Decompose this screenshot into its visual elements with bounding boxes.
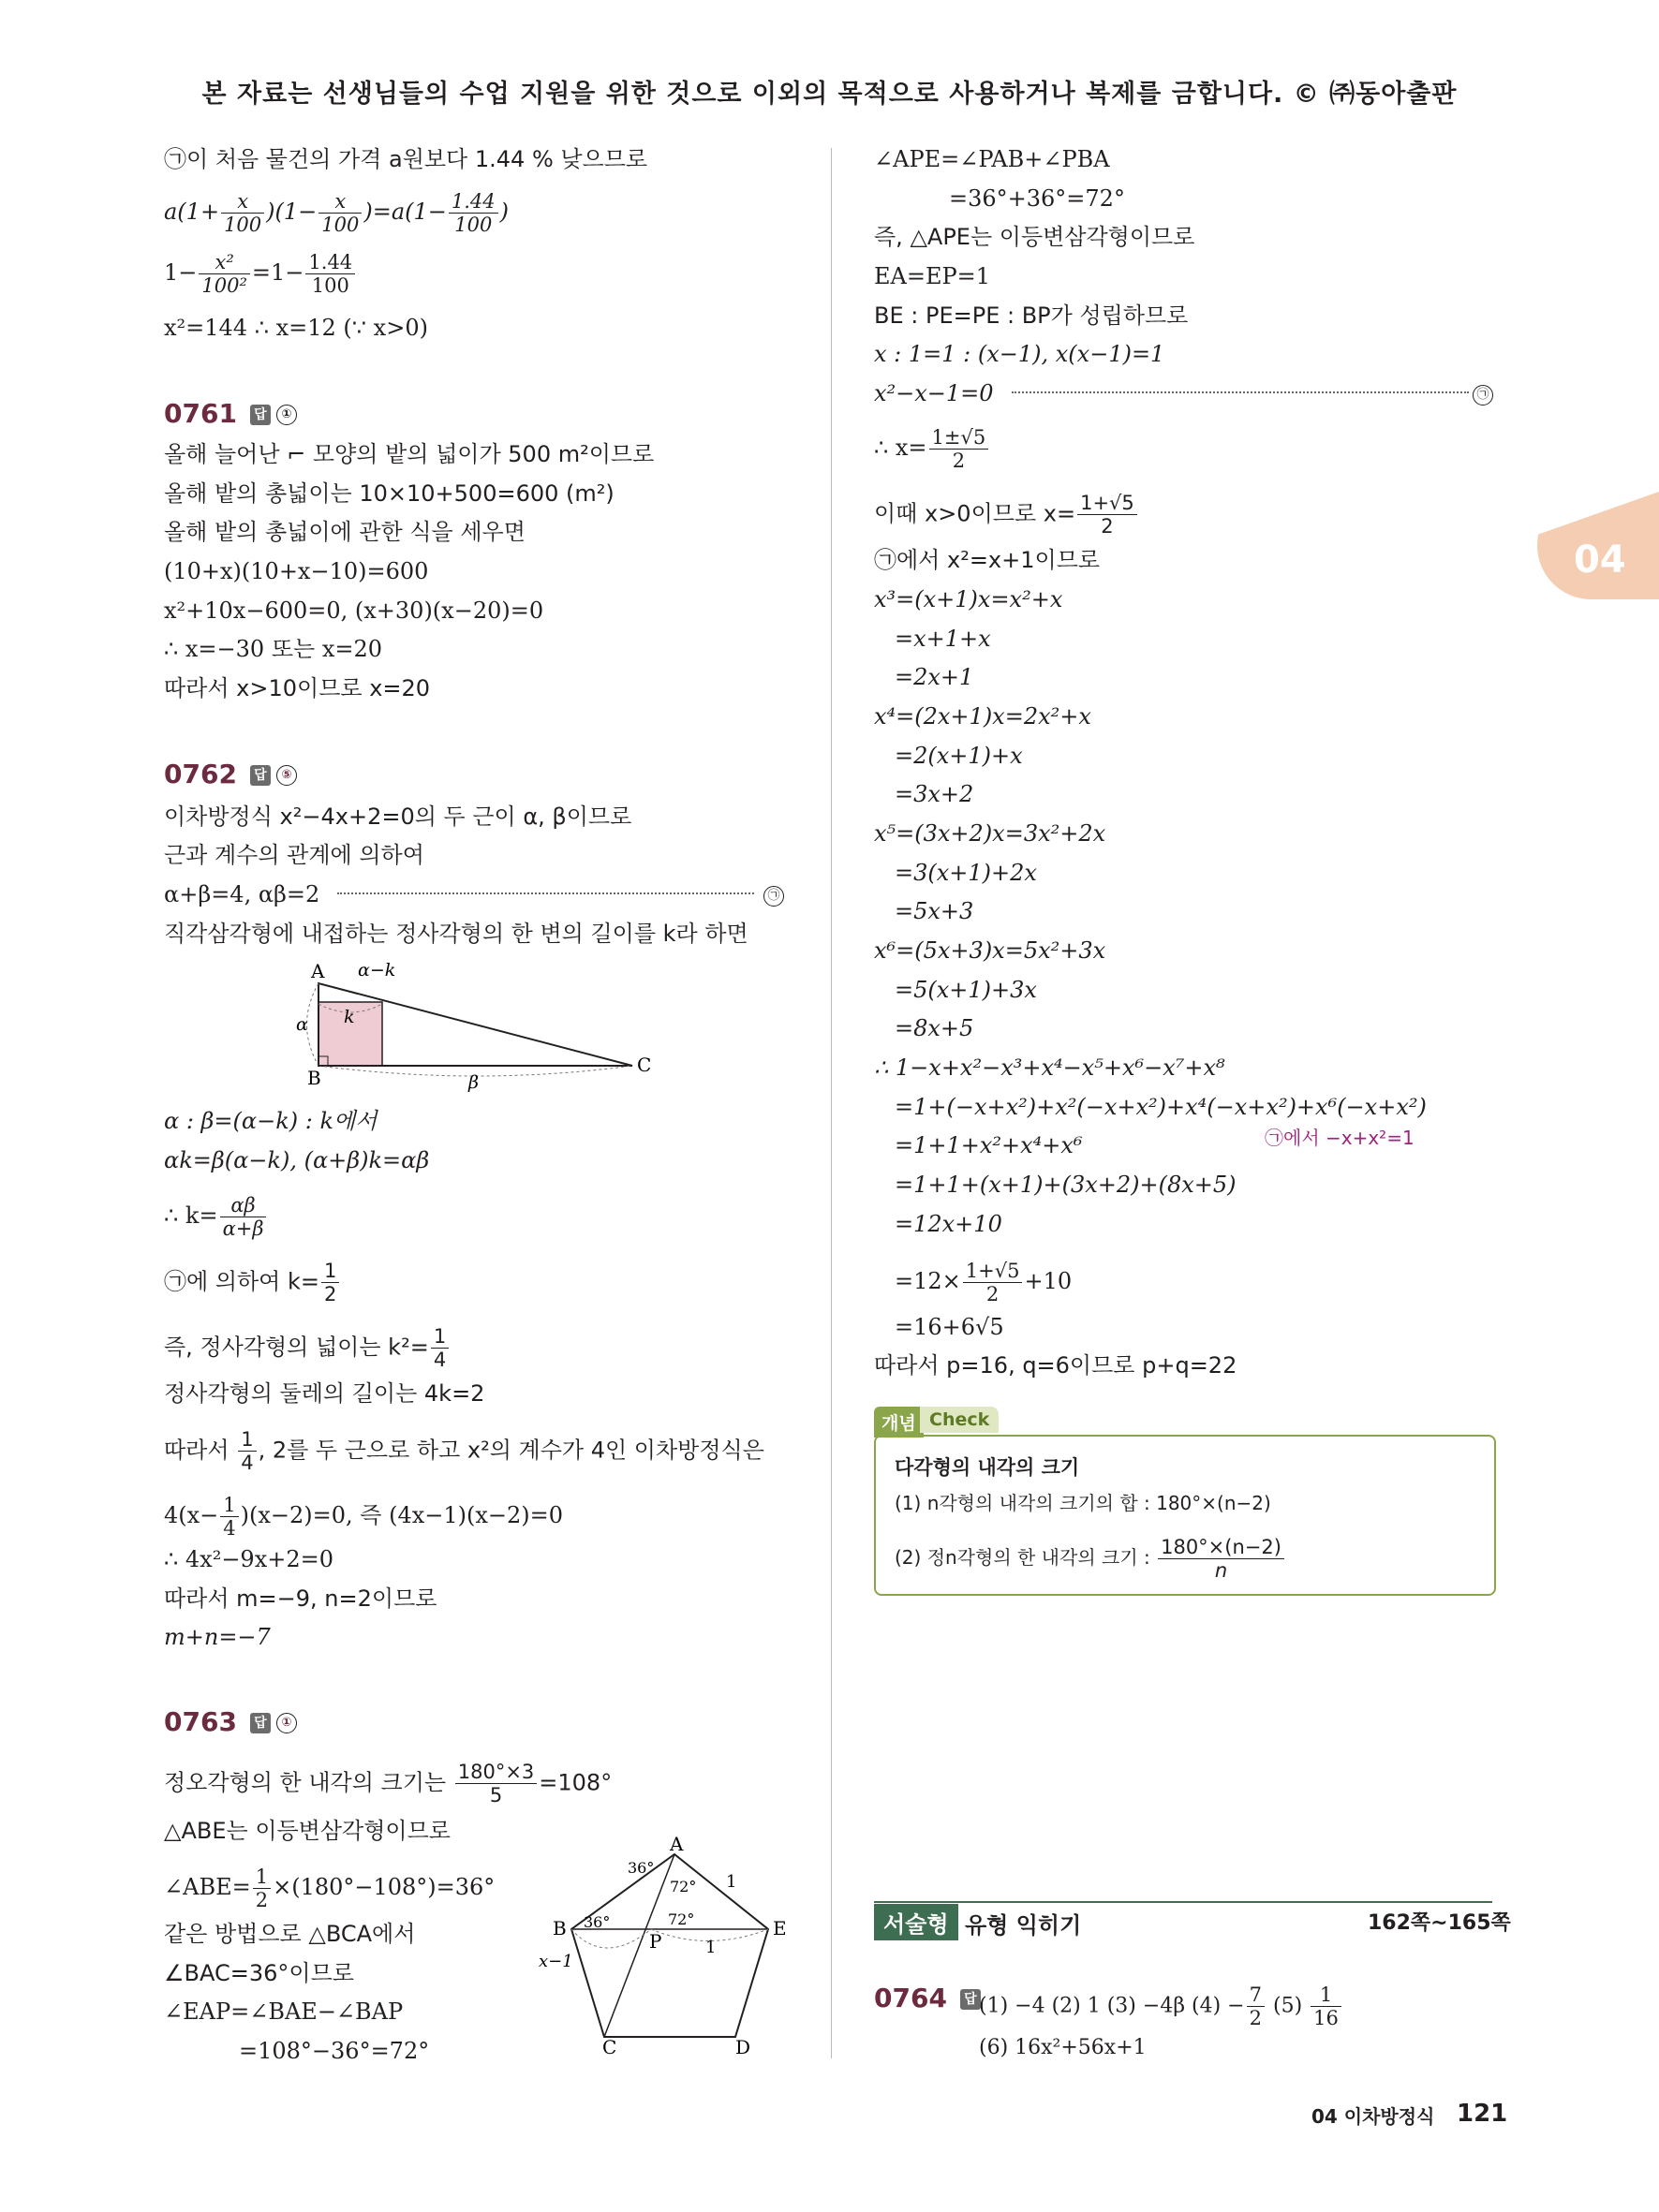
sol-0762-11: 따라서 $\frac{1}{4}$ , 2를 두 근으로 하고 x²의 계수가 4인 이차방정식은 <box>164 1428 764 1474</box>
calc-line: =5x+3 <box>895 898 974 924</box>
label-A: A <box>670 1836 684 1855</box>
label-beta: β <box>468 1072 479 1093</box>
answer-0764-line1: (1) −4 (2) 1 (3) −4β (4) − $\frac{7}{2}$ (5) $\frac{1}{16}$ <box>979 1983 1343 2029</box>
left-eq-2: a(1+ $\frac{x}{100}$ )(1− $\frac{x}{100}$ )=a(1− $\frac{1.44}{100}$ ) <box>164 190 510 236</box>
dotted-leader <box>337 892 754 894</box>
calc-line: =2(x+1)+x <box>895 743 1023 769</box>
left-eq-3: 1− $\frac{\text{x²}}{\text{100²}}$ =1− $\frac{1.44}{100}$ <box>164 251 357 297</box>
ref-mark: ㉠ <box>1473 379 1493 407</box>
left-line-1: ㉠이 처음 물건의 가격 a원보다 1.44 % 낮으므로 <box>164 146 648 172</box>
calc-line: =16+6√5 <box>895 1314 1004 1340</box>
problem-0761: 0761 답 ① <box>164 398 297 429</box>
banner-essay: 서술형 <box>874 1904 958 1940</box>
sol-0762-10: 정사각형의 둘레의 길이는 4k=2 <box>164 1380 485 1407</box>
problem-0763: 0763 답 ① <box>164 1706 297 1737</box>
answer-0764-line2: (6) 16x²+56x+1 <box>979 2036 1147 2059</box>
footer-chapter: 04 이차방정식 <box>1311 2105 1435 2128</box>
right-line-7: x²−x−1=0 <box>874 380 994 406</box>
answer-badge: 답 <box>250 765 271 786</box>
problem-0762: 0762 답 ⑤ <box>164 759 297 789</box>
banner-pages: 162쪽~165쪽 <box>1368 1911 1511 1935</box>
dotted-leader <box>1012 391 1469 393</box>
sol-0762-5: α : β=(α−k) : k에서 <box>164 1108 378 1134</box>
check-tag-check: Check <box>920 1407 999 1433</box>
sol-0763-2: △ABE는 이등변삼각형이므로 <box>164 1818 451 1844</box>
sol-0761-7: 따라서 x>10이므로 x=20 <box>164 675 431 701</box>
sol-0763-5: ∠BAC=36°이므로 <box>164 1960 354 1986</box>
right-line-6: x : 1=1 : (x−1), x(x−1)=1 <box>874 341 1165 367</box>
calc-line: x⁴=(2x+1)x=2x²+x <box>874 703 1091 730</box>
calc-line: =8x+5 <box>895 1015 974 1041</box>
sol-0762-6: αk=β(α−k), (α+β)k=αβ <box>164 1147 430 1173</box>
sol-0762-9: 즉, 정사각형의 넓이는 k²= $\frac{1}{4}$ <box>164 1325 451 1371</box>
angle-36-left: 36° <box>584 1913 611 1931</box>
right-triangle-figure <box>290 955 665 1096</box>
copyright-header: 본 자료는 선생님들의 수업 지원을 위한 것으로 이외의 목적으로 사용하거나 복제를 금합니다. © ㈜동아출판 <box>201 80 1458 109</box>
margin-note: ㉠에서 −x+x²=1 <box>1265 1127 1415 1149</box>
calc-line: ∴ 1−x+x²−x³+x⁴−x⁵+x⁶−x⁷+x⁸ <box>874 1054 1225 1081</box>
label-k: k <box>344 1007 355 1027</box>
calc-line: =12× $\frac{1+√5}{2}$ +10 <box>895 1260 1073 1305</box>
problem-0764: 0764 답 <box>874 1983 986 2013</box>
label-C: C <box>637 1054 652 1076</box>
label-E: E <box>773 1917 787 1939</box>
sol-0762-4: 직각삼각형에 내접하는 정사각형의 한 변의 길이를 k라 하면 <box>164 921 748 947</box>
label-one-ae: 1 <box>726 1872 737 1892</box>
sol-0763-3: ∠ABE= $\frac{1}{2}$ ×(180°−108°)=36° <box>164 1865 496 1911</box>
label-one-pe: 1 <box>705 1938 717 1957</box>
sol-0762-3: α+β=4, αβ=2 <box>164 881 320 907</box>
sol-0762-7: ∴ k= $\frac{\alpha\beta}{\alpha+\beta}$ <box>164 1194 268 1240</box>
sol-0763-4: 같은 방법으로 △BCA에서 <box>164 1921 416 1947</box>
right-line-9: 이때 x>0이므로 x= $\frac{1+√5}{2}$ <box>874 492 1139 538</box>
right-line-3: 즉, △APE는 이등변삼각형이므로 <box>874 224 1195 250</box>
sol-0763-6: ∠EAP=∠BAE−∠BAP <box>164 1998 404 2025</box>
sol-0762-14: 따라서 m=−9, n=2이므로 <box>164 1585 437 1612</box>
check-tag-concept: 개념 <box>874 1407 924 1438</box>
check-title: 다각형의 내각의 크기 <box>895 1456 1080 1479</box>
chapter-tab-label: 04 <box>1574 538 1626 582</box>
right-line-8: ∴ x= $\frac{1\pm√5}{2}$ <box>874 426 990 472</box>
label-x-minus-1: x−1 <box>539 1952 573 1971</box>
sol-0762-1: 이차방정식 x²−4x+2=0의 두 근이 α, β이므로 <box>164 804 632 830</box>
sol-0762-8: ㉠에 의하여 k= $\frac{1}{2}$ <box>164 1260 341 1305</box>
answer-badge: 답 <box>960 1989 981 2010</box>
page-number: 121 <box>1457 2100 1508 2128</box>
sol-0762-13: ∴ 4x²−9x+2=0 <box>164 1546 333 1572</box>
column-divider <box>831 148 832 2058</box>
sol-0762-15: m+n=−7 <box>164 1624 271 1650</box>
label-C: C <box>602 2036 617 2058</box>
sol-0761-2: 올해 밭의 총넓이는 10×10+500=600 (m²) <box>164 480 615 507</box>
banner-practice: 유형 익히기 <box>965 1912 1082 1939</box>
calc-line: x⁶=(5x+3)x=5x²+3x <box>874 937 1106 964</box>
sol-0763-1: 정오각형의 한 내각의 크기는 $\frac{180^\circ\times 3}{5}$ =108° <box>164 1761 613 1806</box>
ref-mark: ㉠ <box>763 880 784 908</box>
label-B: B <box>553 1917 567 1939</box>
sol-0761-4: (10+x)(10+x−10)=600 <box>164 558 429 584</box>
right-line-5: BE : PE=PE : BP가 성립하므로 <box>874 302 1189 329</box>
check-item-1: (1) n각형의 내각의 크기의 합 : 180°×(n−2) <box>895 1492 1271 1514</box>
angle-72-top: 72° <box>670 1878 697 1895</box>
calc-line: =2x+1 <box>895 664 974 690</box>
label-alpha: α <box>296 1014 308 1035</box>
angle-36-top: 36° <box>628 1859 655 1877</box>
sol-0762-12: 4(x− $\frac{1}{4}$ )(x−2)=0, 즉 (4x−1)(x−2)=0 <box>164 1494 564 1540</box>
calc-line: =3(x+1)+2x <box>895 860 1037 886</box>
calc-line: =1+(−x+x²)+x²(−x+x²)+x⁴(−x+x²)+x⁶(−x+x²) <box>895 1094 1427 1120</box>
calc-line: =1+1+x²+x⁴+x⁶ <box>895 1132 1083 1158</box>
sol-0762-2: 근과 계수의 관계에 의하여 <box>164 842 424 868</box>
check-item-2: (2) 정n각형의 한 내각의 크기 : $\frac{180^\circ\times(n-2)}{n}$ <box>895 1536 1286 1582</box>
label-P: P <box>649 1930 662 1953</box>
sol-0763-7: =108°−36°=72° <box>239 2038 430 2064</box>
label-B: B <box>307 1067 321 1089</box>
calc-line: =5(x+1)+3x <box>895 977 1037 1003</box>
answer-badge: 답 <box>250 405 271 425</box>
calc-line: =3x+2 <box>895 781 974 807</box>
conclusion: 따라서 p=16, q=6이므로 p+q=22 <box>874 1352 1237 1379</box>
left-eq-4: x²=144 ∴ x=12 (∵ x>0) <box>164 315 428 341</box>
label-A: A <box>311 960 325 982</box>
calc-line: =x+1+x <box>895 626 991 652</box>
right-line-1: ∠APE=∠PAB+∠PBA <box>874 146 1110 172</box>
answer-badge: 답 <box>250 1713 271 1733</box>
sol-0761-3: 올해 밭의 총넓이에 관한 식을 세우면 <box>164 519 526 545</box>
sol-0761-6: ∴ x=−30 또는 x=20 <box>164 636 383 662</box>
calc-line: x³=(x+1)x=x²+x <box>874 586 1063 612</box>
right-line-10: ㉠에서 x²=x+1이므로 <box>874 547 1101 573</box>
pentagon-figure <box>529 1836 810 2060</box>
angle-72-mid: 72° <box>668 1910 695 1928</box>
right-line-2: =36°+36°=72° <box>949 185 1125 212</box>
calc-line: x⁵=(3x+2)x=3x²+2x <box>874 820 1106 847</box>
sol-0761-5: x²+10x−600=0, (x+30)(x−20)=0 <box>164 597 544 624</box>
calc-line: =1+1+(x+1)+(3x+2)+(8x+5) <box>895 1172 1237 1198</box>
sol-0761-1: 올해 늘어난 ⌐ 모양의 밭의 넓이가 500 m²이므로 <box>164 441 655 467</box>
right-line-4: EA=EP=1 <box>874 263 991 289</box>
label-alpha-minus-k: α−k <box>358 960 396 981</box>
calc-line: =12x+10 <box>895 1211 1002 1237</box>
label-D: D <box>735 2036 751 2058</box>
